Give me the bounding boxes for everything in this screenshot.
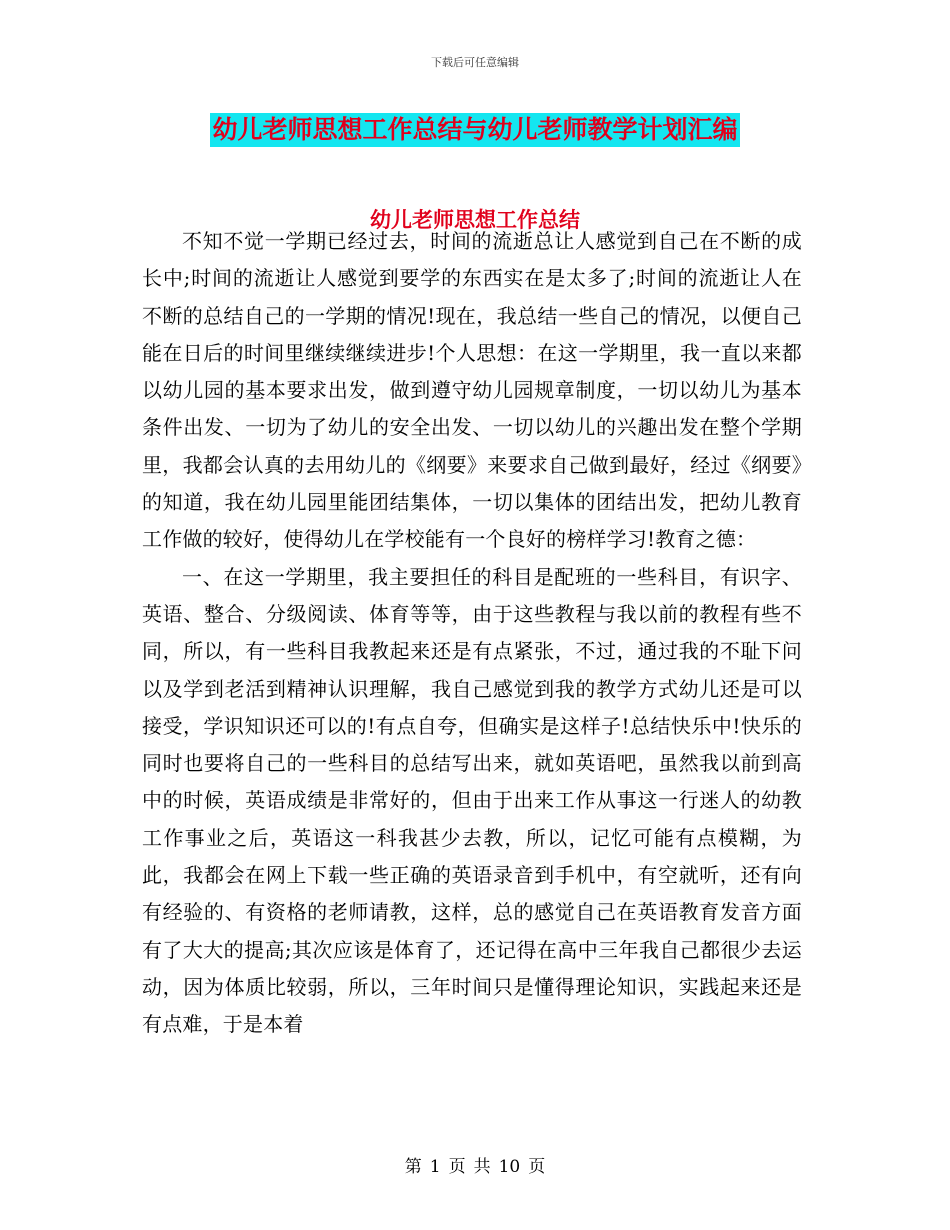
page-footer [0,1152,950,1177]
footer-total-label: 共 [473,1157,491,1177]
document-title: 幼儿老师思想工作总结与幼儿老师教学计划汇编 [210,113,739,147]
page-header-note: 下载后可任意编辑 [431,56,519,69]
footer-page-number: 1 [429,1157,441,1177]
document-title-wrap [0,113,950,147]
paragraph: 不知不觉一学期已经过去，时间的流逝总让人感觉到自己在不断的成长中;时间的流逝让人感觉到要学的东西实在是太多了;时间的流逝让人在不断的总结自己的一学期的情况!现在，我总结一些自己的情况，以便自己能在日后的时间里继续继续进步!个人思想：在这一学期里，我一直以来都以幼儿园的基本要求出发，做到遵守幼儿园规章制度，一切以幼儿为基本条件出发、一切为了幼儿的安全出发、一切以幼儿的兴趣出发在整个学期里，我都会认真的去用幼儿的《纲要》来要求自己做到最好，经过《纲要》的知道，我在幼儿园里能团结集体，一切以集体的团结出发，把幼儿教育工作做的较好，使得幼儿在学校能有一个良好的榜样学习!教育之德： [142,229,802,552]
footer-total-number: 10 [498,1157,521,1177]
footer-total-unit: 页 [528,1157,546,1177]
footer-page-unit: 页 [448,1157,466,1177]
footer-page-label: 第 [404,1157,422,1177]
section-title: 幼儿老师思想工作总结 [370,207,580,232]
paragraph: 一、在这一学期里，我主要担任的科目是配班的一些科目，有识字、英语、整合、分级阅读、体育等等，由于这些教程与我以前的教程有些不同，所以，有一些科目我教起来还是有点紧张，不过，通过我的不耻下问以及学到老活到精神认识理解，我自己感觉到我的教学方式幼儿还是可以接受，学识知识还可以的!有点自夸，但确实是这样子!总结快乐中!快乐的同时也要将自己的一些科目的总结写出来，就如英语吧，虽然我以前到高中的时候，英语成绩是非常好的，但由于出来工作从事这一行迷人的幼教工作事业之后，英语这一科我甚少去教，所以，记忆可能有点模糊，为此，我都会在网上下载一些正确的英语录音到手机中，有空就听，还有向有经验的、有资格的老师请教，这样，总的感觉自己在英语教育发音方面有了大大的提高;其次应该是体育了，还记得在高中三年我自己都很少去运动，因为体质比较弱，所以，三年时间只是懂得理论知识，实践起来还是有点难，于是本着 [142,564,802,1037]
body-text [142,223,802,1044]
